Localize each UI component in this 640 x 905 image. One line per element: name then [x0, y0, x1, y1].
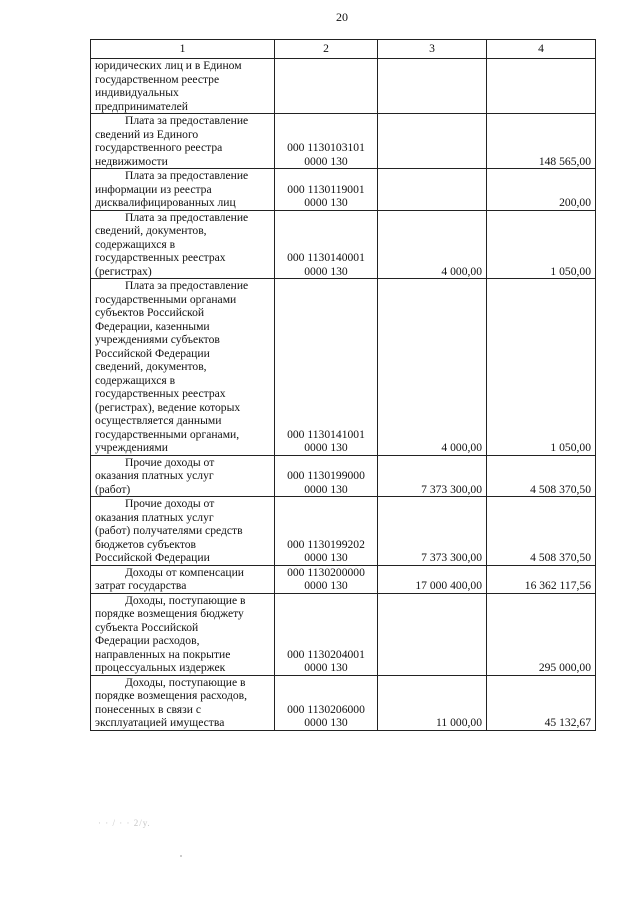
- budget-code-cell: [275, 59, 378, 114]
- actual-amount-cell: 200,00: [487, 169, 596, 211]
- table-row: [91, 279, 596, 456]
- revenue-table: [90, 39, 596, 731]
- revenue-name-cell: Доходы, поступающие в порядке возмещения расходов, понесенных в связи с эксплуатацией имущества: [91, 675, 275, 730]
- planned-amount-cell: [378, 114, 487, 169]
- revenue-name-cell: Плата за предоставление сведений из Единого государственного реестра недвижимости: [91, 114, 275, 169]
- table-row: [91, 455, 596, 497]
- page-number: 20: [336, 10, 348, 24]
- table-body: [91, 40, 596, 731]
- revenue-name-cell: Прочие доходы от оказания платных услуг (работ) получателями средств бюджетов субъектов Российской Федерации: [91, 497, 275, 566]
- planned-amount-cell: 17 000 400,00: [378, 565, 487, 593]
- revenue-name-cell: Доходы, поступающие в порядке возмещения бюджету субъекта Российской Федерации расходов, направленных на покрытие процессуальных издержек: [91, 593, 275, 675]
- budget-code-cell: 000 1130206000 0000 130: [275, 675, 378, 730]
- actual-amount-cell: 16 362 117,56: [487, 565, 596, 593]
- column-header: 3: [378, 40, 487, 59]
- actual-amount-cell: 4 508 370,50: [487, 455, 596, 497]
- actual-amount-cell: 148 565,00: [487, 114, 596, 169]
- planned-amount-cell: [378, 169, 487, 211]
- revenue-name-cell: Плата за предоставление информации из реестра дисквалифицированных лиц: [91, 169, 275, 211]
- margin-scribble: · · / · · 2/у.: [98, 818, 151, 828]
- actual-amount-cell: 45 132,67: [487, 675, 596, 730]
- table-header-row: [91, 40, 596, 59]
- revenue-name-cell: Плата за предоставление сведений, документов, содержащихся в государственных реестрах (регистрах): [91, 210, 275, 279]
- actual-amount-cell: 295 000,00: [487, 593, 596, 675]
- table-row: [91, 675, 596, 730]
- table-row: [91, 59, 596, 114]
- revenue-name-cell: юридических лиц и в Едином государственном реестре индивидуальных предпринимателей: [91, 59, 275, 114]
- scan-speck: [180, 855, 182, 857]
- budget-code-cell: 000 1130119001 0000 130: [275, 169, 378, 211]
- table-row: [91, 210, 596, 279]
- revenue-name-cell: Плата за предоставление государственными органами субъектов Российской Федерации, казенными учреждениями субъектов Российской Федерации сведений, документов, содержащихся в государственных реестрах (регистрах), ведение которых осуществляется данными государственными органами, учреждениями: [91, 279, 275, 456]
- actual-amount-cell: 4 508 370,50: [487, 497, 596, 566]
- table-row: [91, 593, 596, 675]
- planned-amount-cell: [378, 59, 487, 114]
- actual-amount-cell: 1 050,00: [487, 279, 596, 456]
- table-row: [91, 565, 596, 593]
- budget-code-cell: 000 1130204001 0000 130: [275, 593, 378, 675]
- budget-code-cell: 000 1130141001 0000 130: [275, 279, 378, 456]
- planned-amount-cell: 4 000,00: [378, 210, 487, 279]
- actual-amount-cell: 1 050,00: [487, 210, 596, 279]
- column-header: 1: [91, 40, 275, 59]
- budget-code-cell: 000 1130200000 0000 130: [275, 565, 378, 593]
- table-row: [91, 497, 596, 566]
- planned-amount-cell: 11 000,00: [378, 675, 487, 730]
- table-row: [91, 114, 596, 169]
- budget-code-cell: 000 1130199000 0000 130: [275, 455, 378, 497]
- budget-code-cell: 000 1130199202 0000 130: [275, 497, 378, 566]
- planned-amount-cell: 7 373 300,00: [378, 497, 487, 566]
- budget-code-cell: 000 1130103101 0000 130: [275, 114, 378, 169]
- revenue-name-cell: Доходы от компенсации затрат государства: [91, 565, 275, 593]
- column-header: 2: [275, 40, 378, 59]
- budget-code-cell: 000 1130140001 0000 130: [275, 210, 378, 279]
- actual-amount-cell: [487, 59, 596, 114]
- planned-amount-cell: [378, 593, 487, 675]
- planned-amount-cell: 7 373 300,00: [378, 455, 487, 497]
- revenue-name-cell: Прочие доходы от оказания платных услуг (работ): [91, 455, 275, 497]
- table-row: [91, 169, 596, 211]
- column-header: 4: [487, 40, 596, 59]
- planned-amount-cell: 4 000,00: [378, 279, 487, 456]
